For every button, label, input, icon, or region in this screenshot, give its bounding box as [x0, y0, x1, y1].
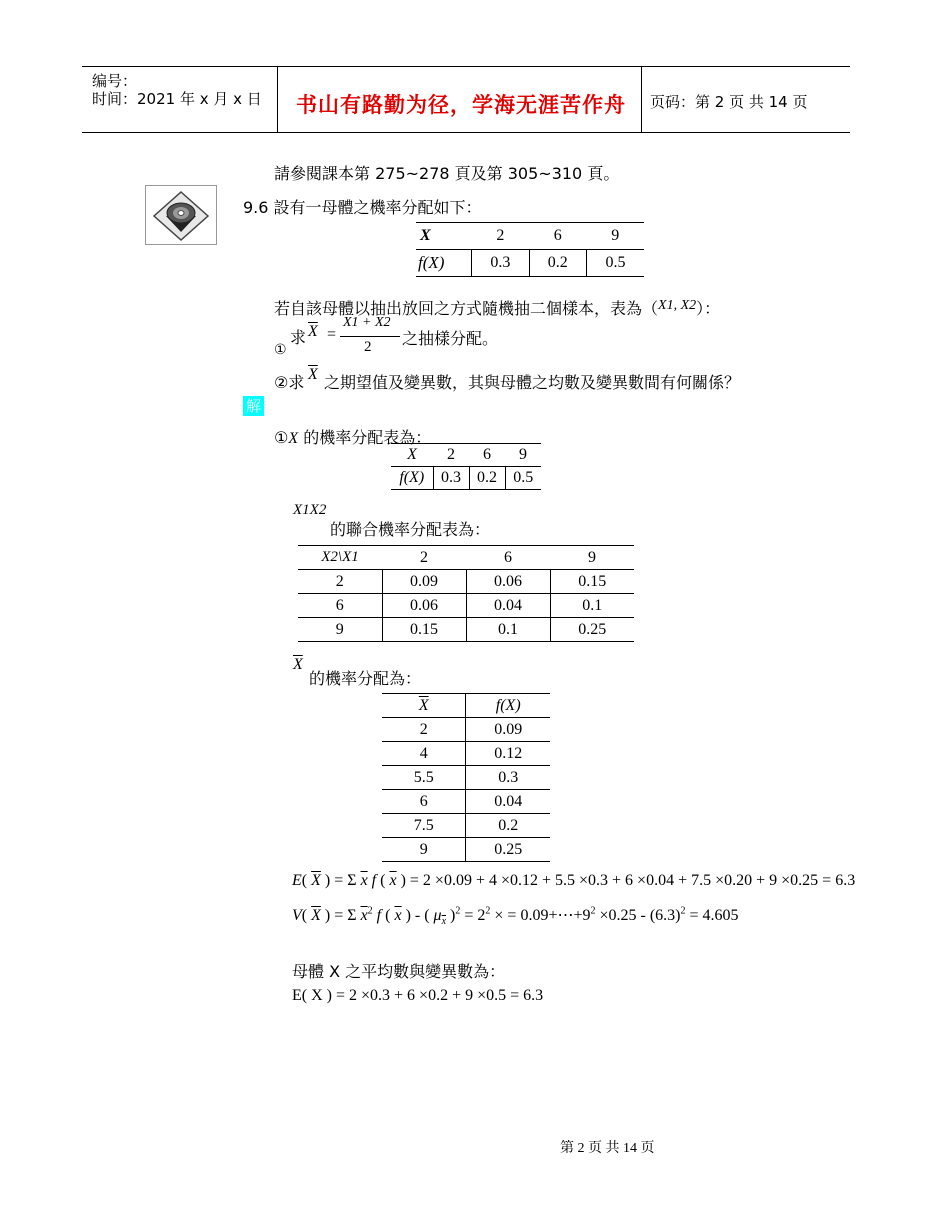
- table-row-label: 2: [298, 570, 382, 594]
- header-page-info: 页码：第 2 页 共 14 页: [650, 93, 808, 111]
- table-cell: 0.5: [513, 469, 534, 486]
- table-header-cell: 6: [504, 548, 512, 566]
- table-header-cell: 9: [588, 548, 596, 566]
- table-row: [382, 766, 550, 790]
- table-cell: 0.15: [382, 618, 466, 642]
- table-cell: 0.12: [494, 744, 523, 762]
- table-cell: 0.25: [578, 620, 607, 638]
- table-cell: 0.09: [382, 570, 466, 594]
- header-number-label: 编号：: [92, 72, 138, 90]
- xbar-label: 的機率分配為：: [309, 669, 422, 688]
- table-row: [382, 718, 550, 742]
- sample-text-pre: 若自該母體以抽出放回之方式隨機抽二個樣本，表為（: [274, 299, 659, 318]
- table-cell: 0.04: [494, 792, 523, 810]
- table-cell: 0.09: [494, 720, 523, 738]
- expectation-formula: E( $\overline{X}$ ) = Σ $\overline{x}$ f ( $\overline{x}$ ) = 2 ×0.09 + 4 ×0.12 + 5.5 ×0.3 + 6 ×0.04 + 7.5 ×0.20 + 9 ×0.25 = 6.3: [292, 872, 856, 889]
- table-header-cell: 2: [496, 227, 505, 244]
- table-cell: 0.3: [472, 250, 529, 277]
- sample-text-end: ）：: [696, 299, 721, 318]
- table-row: [298, 594, 634, 618]
- q1-fraction-bar: [340, 336, 400, 337]
- variance-result: = 4.605: [689, 907, 739, 924]
- table-cell: 4: [382, 742, 466, 766]
- table-cell: 6: [382, 790, 466, 814]
- table-cell: 0.25: [494, 840, 523, 858]
- table-cell: 0.2: [498, 816, 519, 834]
- q1-text-pre: 求: [290, 328, 307, 347]
- table-header-cell: 2: [420, 548, 428, 566]
- population-label: 母體 X 之平均數與變異數為：: [292, 962, 506, 981]
- table-cell: 9: [382, 838, 466, 862]
- solution-badge: 解: [243, 396, 264, 416]
- table-row-label: f(X): [391, 467, 433, 490]
- header-divider-left: [277, 66, 278, 132]
- expectation-rhs: = 2 ×0.09 + 4 ×0.12 + 5.5 ×0.3 + 6 ×0.04 + 7.5 ×0.20 + 9 ×0.25 = 6.3: [409, 872, 856, 889]
- header-bottom-rule: [82, 132, 850, 133]
- table-cell: 0.1: [582, 596, 603, 614]
- sample-vars: X1, X2: [658, 298, 697, 313]
- step1-label: 的機率分配表為：: [298, 428, 432, 447]
- table-row-label: 6: [298, 594, 382, 618]
- step1-var: X: [288, 430, 299, 447]
- table-cell: 0.06: [466, 570, 550, 594]
- sample-text: [274, 296, 720, 319]
- table-cell: 0.04: [466, 594, 550, 618]
- variance-formula: V( $\overline{X}$ ) = Σ $\overline{x}^2$ f ( $\overline{x}$ ) - ( $\mu_{\overline{x}}$ )$^2 = 2^2$ × = $0.09+\cdots+9^2 \times 0.25 - (6.3)^2 = 4.605$: [292, 905, 739, 928]
- q2-var: $\overline{X}$: [308, 366, 318, 383]
- table-header-cell: $\overline{X}$: [382, 694, 466, 718]
- step1-marker: ①: [274, 428, 289, 447]
- table-header-cell: 9: [611, 227, 620, 244]
- q1-equals: =: [327, 326, 337, 343]
- q1-var: $\overline{X}$: [308, 323, 318, 340]
- table-header-cell: X: [407, 446, 417, 463]
- table-header-cell: 9: [519, 446, 527, 463]
- header-top-rule: [82, 66, 850, 67]
- header-time-label: 时间：2021 年 x 月 x 日: [92, 90, 262, 108]
- population-expectation: E( X ) = 2 ×0.3 + 6 ×0.2 + 9 ×0.5 = 6.3: [292, 987, 544, 1004]
- table-row-label: f(X): [416, 250, 472, 277]
- table-cell: 5.5: [382, 766, 466, 790]
- q1-numerator: X1 + X2: [343, 315, 391, 330]
- table-cell: 0.2: [529, 250, 586, 277]
- table-row: [382, 838, 550, 862]
- q1-denominator: 2: [364, 339, 372, 355]
- table-cell: 0.15: [578, 572, 607, 590]
- joint-vars: X1X2: [293, 502, 327, 518]
- header-motto: 书山有路勤为径，学海无涯苦作舟: [296, 93, 626, 117]
- table-row: [382, 790, 550, 814]
- xbar-distribution-table: [382, 693, 550, 862]
- table-header-cell: 6: [553, 227, 562, 244]
- table-cell: 0.3: [498, 768, 519, 786]
- q1-text-post: 之抽樣分配。: [402, 329, 499, 348]
- footer-page-number: 第 2 页 共 14 页: [560, 1141, 655, 1156]
- table-row-label: 9: [298, 618, 382, 642]
- table-row: [382, 814, 550, 838]
- table-cell: 0.3: [433, 467, 469, 490]
- xbar-var: $\overline{X}$: [293, 656, 303, 673]
- q2-text-post: 之期望值及變異數，其與母體之均數及變異數間有何關係？: [324, 373, 741, 392]
- table-header-cell: X: [420, 227, 431, 244]
- table-cell: 7.5: [382, 814, 466, 838]
- cd-disc-icon: [145, 185, 217, 245]
- table-row: [382, 742, 550, 766]
- table-row: [298, 570, 634, 594]
- table-header-cell: 2: [447, 446, 455, 463]
- table-cell: 0.1: [466, 618, 550, 642]
- table-cell: 2: [382, 718, 466, 742]
- header-divider-right: [641, 66, 642, 132]
- table-corner-cell: X2\X1: [321, 549, 359, 565]
- table-header-cell: 6: [483, 446, 491, 463]
- joint-distribution-table: [298, 545, 634, 642]
- table-row: [298, 618, 634, 642]
- solution-distribution-table: [391, 443, 541, 490]
- problem-title: 9.6 設有一母體之機率分配如下：: [243, 198, 482, 217]
- table-cell: 0.2: [469, 467, 505, 490]
- intro-text: 請參閱課本第 275~278 頁及第 305~310 頁。: [274, 164, 620, 183]
- variance-middle: = 0.09+⋯+9: [507, 907, 591, 924]
- table-header-cell: f(X): [495, 696, 521, 714]
- q2-text-pre: ②求: [274, 373, 305, 392]
- problem-distribution-table: [416, 222, 644, 277]
- table-cell: 0.06: [382, 594, 466, 618]
- variance-end: ×0.25 - (6.3): [599, 907, 681, 924]
- q1-marker: ①: [274, 342, 287, 358]
- joint-label: 的聯合機率分配表為：: [330, 520, 491, 539]
- table-cell: 0.5: [605, 254, 626, 271]
